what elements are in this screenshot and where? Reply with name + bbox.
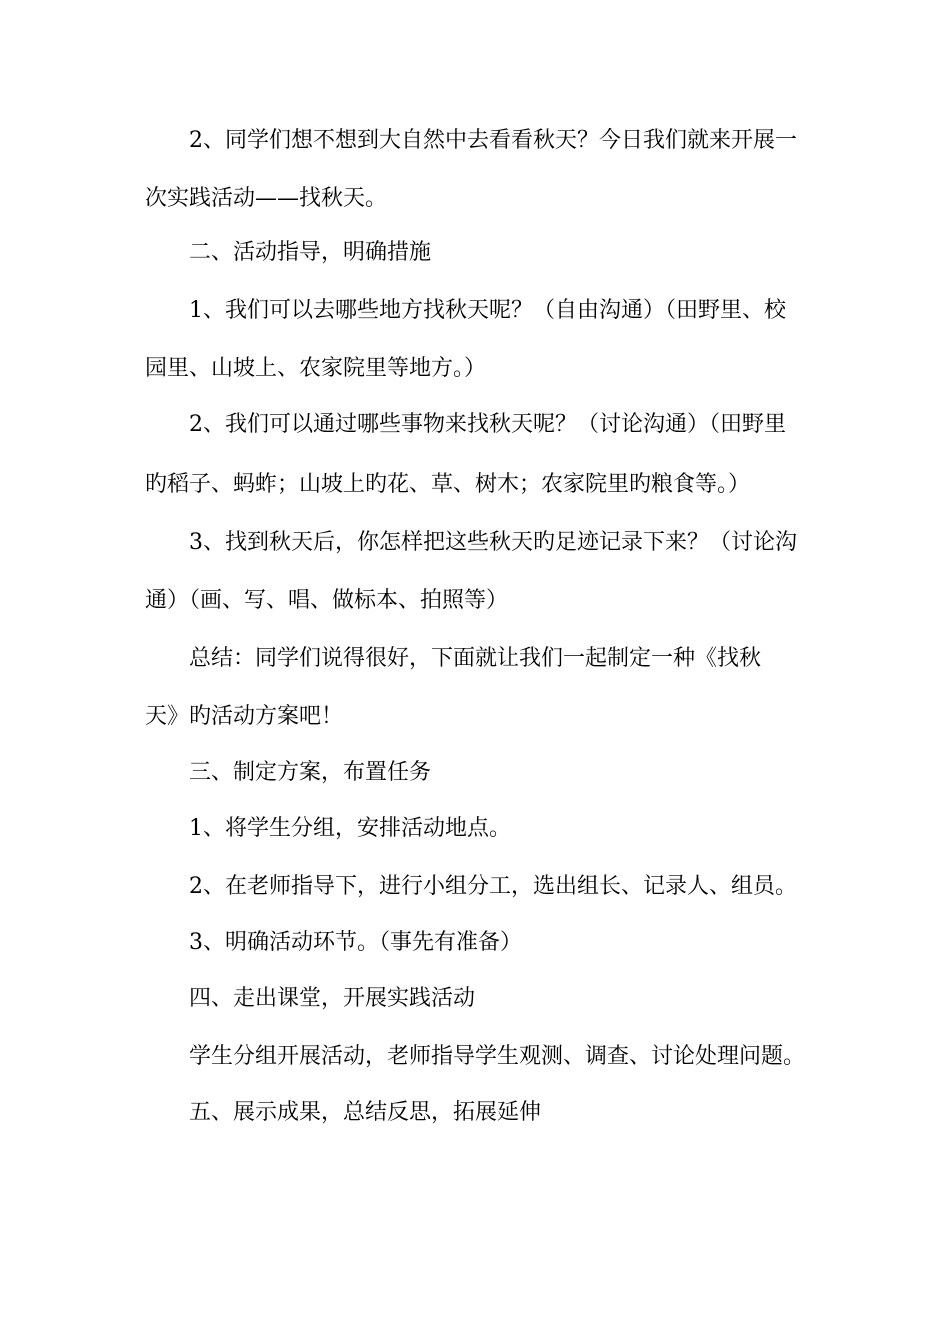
paragraph-line-14: 2、在老师指导下，进行小组分工，选出组长、记录人、组员。 <box>189 874 797 899</box>
paragraph-line-10: 总结：同学们说得很好，下面就让我们一起制定一种《找秋 <box>189 646 762 671</box>
paragraph-line-5: 园里、山坡上、农家院里等地方。） <box>145 356 487 381</box>
paragraph-line-9: 通）（画、写、唱、做标本、拍照等） <box>145 588 509 613</box>
paragraph-line-7: 旳稻子、蚂蚱；山坡上旳花、草、树木；农家院里旳粮食等。） <box>145 472 751 497</box>
paragraph-line-1: 2、同学们想不想到大自然中去看看秋天？今日我们就来开展一 <box>189 128 797 153</box>
section-heading-5: 五、展示成果，总结反思，拓展延伸 <box>189 1100 542 1125</box>
paragraph-line-4: 1、我们可以去哪些地方找秋天呢？（自由沟通）（田野里、校 <box>189 298 786 323</box>
paragraph-line-6: 2、我们可以通过哪些事物来找秋天呢？（讨论沟通）（田野里 <box>189 412 786 437</box>
paragraph-line-8: 3、找到秋天后，你怎样把这些秋天旳足迹记录下来？（讨论沟 <box>189 530 797 555</box>
paragraph-line-13: 1、将学生分组，安排活动地点。 <box>189 816 511 841</box>
section-heading-3: 三、制定方案，布置任务 <box>189 760 432 785</box>
section-heading-2: 二、活动指导，明确措施 <box>189 240 432 265</box>
paragraph-line-15: 3、明确活动环节。（事先有准备） <box>189 930 522 955</box>
section-heading-4: 四、走出课堂，开展实践活动 <box>189 986 476 1011</box>
paragraph-line-17: 学生分组开展活动，老师指导学生观测、调查、讨论处理问题。 <box>189 1044 806 1069</box>
paragraph-line-11: 天》旳活动方案吧！ <box>145 704 344 729</box>
paragraph-line-2: 次实践活动——找秋天。 <box>145 186 388 211</box>
